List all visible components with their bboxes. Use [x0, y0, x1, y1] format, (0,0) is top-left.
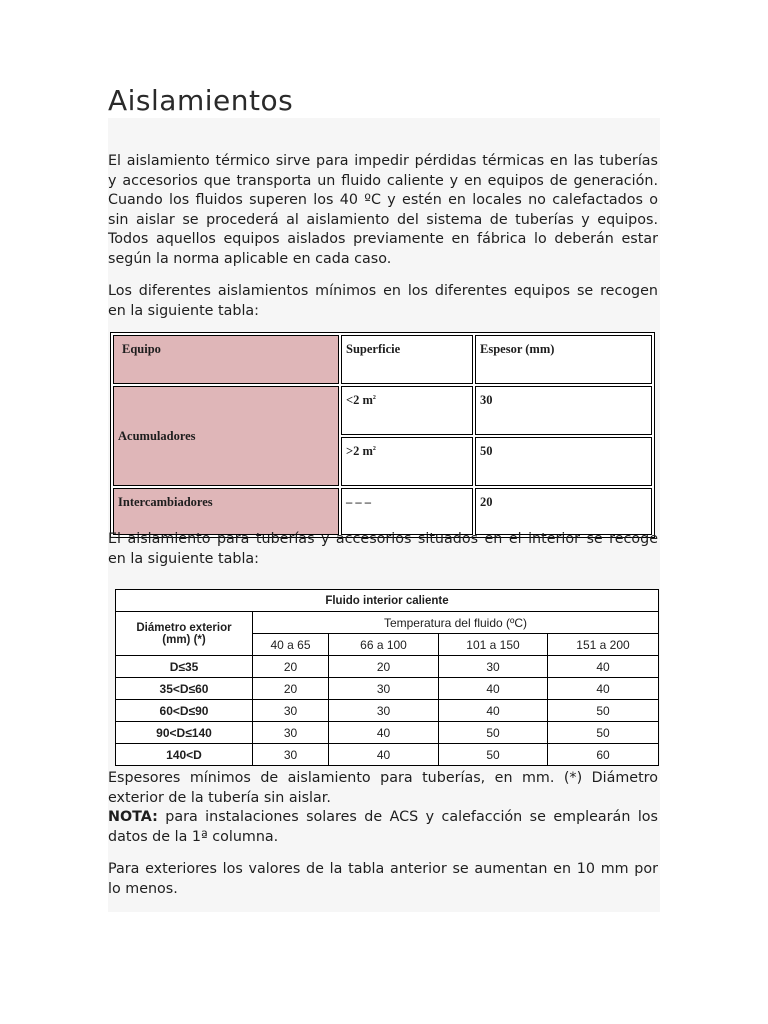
- cell-value: 30: [253, 744, 329, 766]
- table-header-row: [116, 612, 659, 634]
- cell-value: 40: [329, 744, 439, 766]
- pipe-insulation-table: [115, 589, 659, 766]
- table-row: [113, 386, 652, 435]
- row-label: 60<D≤90: [116, 700, 253, 722]
- table-row: [116, 678, 659, 700]
- table2-title: Fluido interior caliente: [116, 590, 659, 612]
- equipment-insulation-table: [110, 332, 655, 538]
- cell-espesor: 20: [475, 488, 652, 535]
- table2-caption: Espesores mínimos de aislamiento para tuberías, en mm. (*) Diámetro exterior de la tubería sin aislar.: [108, 770, 658, 806]
- cell-value: 30: [439, 656, 548, 678]
- cell-value: 40: [439, 678, 548, 700]
- nota-paragraph: [108, 808, 658, 847]
- cell-value: 30: [329, 678, 439, 700]
- cell-value: 40: [548, 656, 659, 678]
- nota-text: para instalaciones solares de ACS y calefacción se emplearán los datos de la 1ª columna.: [108, 809, 658, 845]
- table-row: [113, 488, 652, 535]
- column-header: 151 a 200: [548, 634, 659, 656]
- header-diametro: Diámetro exterior (mm) (*): [116, 612, 253, 656]
- cell-superficie: >2 $m^2$: [341, 437, 473, 486]
- row-label: 90<D≤140: [116, 722, 253, 744]
- column-header: 101 a 150: [439, 634, 548, 656]
- cell-value: 30: [253, 722, 329, 744]
- cell-value: 20: [253, 678, 329, 700]
- exterior-paragraph: Para exteriores los valores de la tabla anterior se aumentan en 10 mm por lo menos.: [108, 861, 658, 897]
- row-label: 140<D: [116, 744, 253, 766]
- nota-label: NOTA:: [108, 809, 158, 825]
- row-label: D≤35: [116, 656, 253, 678]
- cell-value: 40: [329, 722, 439, 744]
- table-title-row: [116, 590, 659, 612]
- cell-acumuladores: Acumuladores: [113, 386, 339, 486]
- cell-espesor: 50: [475, 437, 652, 486]
- page-title: Aislamientos: [108, 84, 294, 117]
- table-row: [116, 656, 659, 678]
- cell-value: 60: [548, 744, 659, 766]
- cell-value: 50: [548, 700, 659, 722]
- intro-paragraph: El aislamiento térmico sirve para impedir pérdidas térmicas en las tuberías y accesorios que transporta un fluido caliente y en equipos de generación. Cuando los fluidos superen los 40 ºC y estén en locales no calefactados o sin aislar se procederá al aislamiento del sistema de tuberías y equipos. Todos aquellos equipos aislados previamente en fábrica lo deberán estar según la norma aplicable en cada caso.: [108, 153, 658, 267]
- cell-value: 40: [439, 700, 548, 722]
- table-row: [116, 700, 659, 722]
- table-row: [116, 744, 659, 766]
- header-equipo: Equipo: [113, 335, 339, 384]
- cell-intercambiadores: Intercambiadores: [113, 488, 339, 535]
- header-espesor: Espesor (mm): [475, 335, 652, 384]
- header-temperatura: Temperatura del fluido (ºC): [253, 612, 659, 634]
- cell-value: 30: [253, 700, 329, 722]
- table-row: [116, 722, 659, 744]
- row-label: 35<D≤60: [116, 678, 253, 700]
- cell-superficie: <2 $m^2$: [341, 386, 473, 435]
- cell-value: 20: [329, 656, 439, 678]
- cell-value: 50: [548, 722, 659, 744]
- cell-value: 30: [329, 700, 439, 722]
- header-superficie: Superficie: [341, 335, 473, 384]
- table2-intro-paragraph: El aislamiento para tuberías y accesorios situados en el interior se recoge en la siguiente tabla:: [108, 531, 658, 567]
- table1-intro-paragraph: Los diferentes aislamientos mínimos en los diferentes equipos se recogen en la siguiente tabla:: [108, 283, 658, 319]
- cell-value: 50: [439, 744, 548, 766]
- column-header: 66 a 100: [329, 634, 439, 656]
- column-header: 40 a 65: [253, 634, 329, 656]
- cell-superficie: – – –: [341, 488, 473, 535]
- cell-value: 40: [548, 678, 659, 700]
- cell-value: 50: [439, 722, 548, 744]
- table-header-row: [113, 335, 652, 384]
- cell-espesor: 30: [475, 386, 652, 435]
- cell-value: 20: [253, 656, 329, 678]
